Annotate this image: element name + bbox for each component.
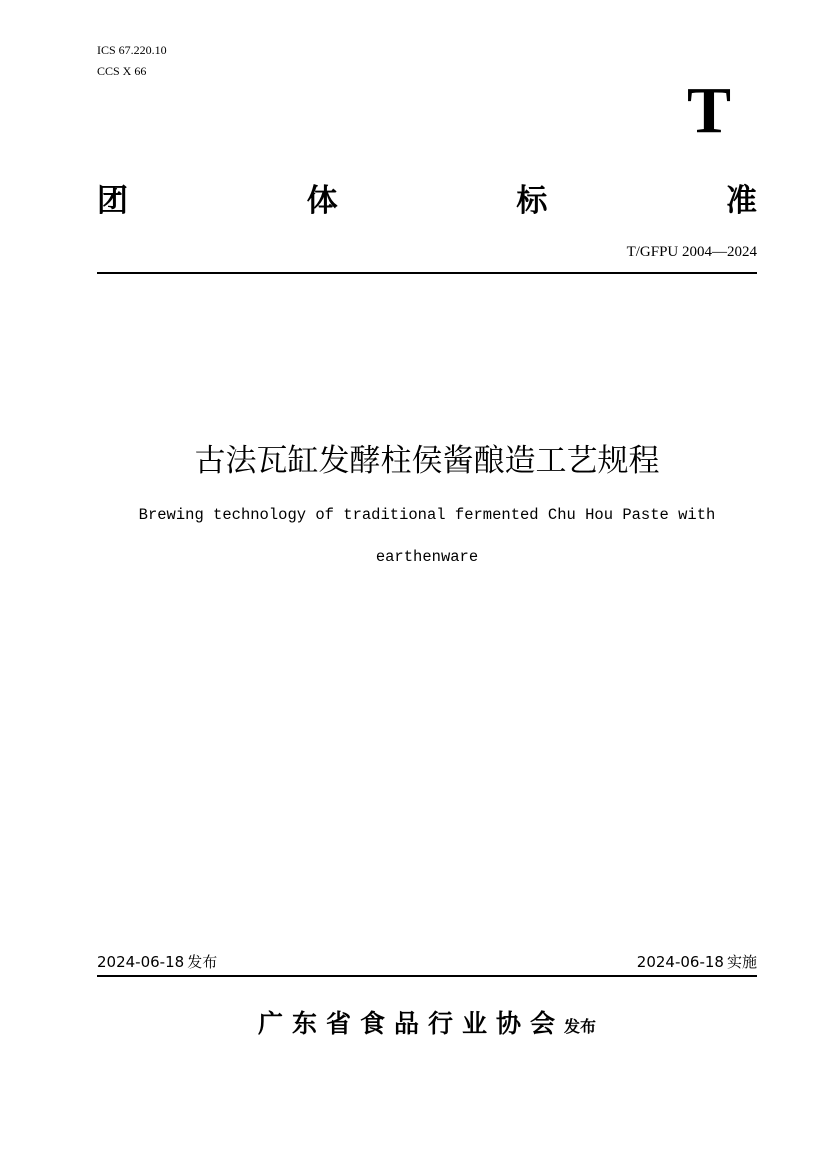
standard-type-char: 团	[97, 183, 128, 219]
top-divider	[97, 272, 757, 274]
publish-date-value: 2024-06-18	[97, 953, 185, 971]
bottom-divider	[97, 975, 757, 977]
standard-type-char: 体	[306, 183, 338, 219]
ics-code: ICS 67.220.10	[97, 43, 167, 57]
implement-date-label: 实施	[726, 953, 757, 971]
implement-date	[637, 952, 757, 972]
title-english-line-2: earthenware	[375, 548, 479, 566]
standard-number: T/GFPU 2004—2024	[626, 244, 757, 260]
publish-date-label: 发布	[187, 953, 218, 971]
title-chinese: 古法瓦缸发酵柱侯酱酿造工艺规程	[194, 443, 660, 479]
publish-date	[97, 952, 217, 972]
issuer-name: 广东省食品行业协会	[257, 1009, 564, 1038]
issuer-action: 发布	[564, 1017, 597, 1036]
standard-type-char: 标	[516, 183, 548, 219]
title-english-line-1: Brewing technology of traditional fermented Chu Hou Paste with	[138, 506, 716, 524]
standard-type-char: 准	[725, 183, 757, 219]
ccs-code: CCS X 66	[97, 64, 147, 78]
implement-date-value: 2024-06-18	[636, 953, 724, 971]
issuer	[97, 1006, 757, 1045]
standard-type-heading	[97, 180, 757, 222]
standard-category-letter: T	[686, 74, 731, 147]
